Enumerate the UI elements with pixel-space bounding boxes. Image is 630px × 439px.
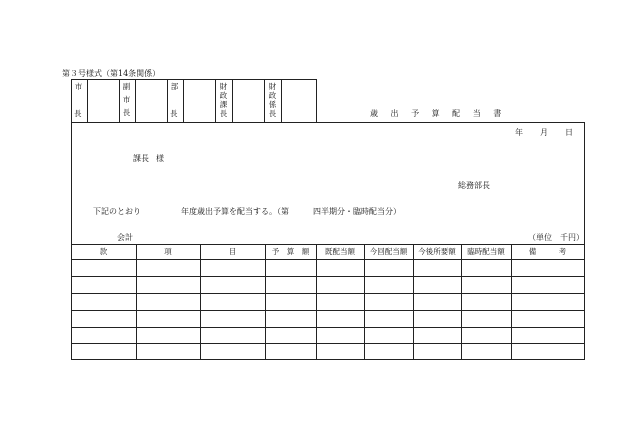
col-header-budget: 予 算 額 (271, 247, 310, 256)
approval-label-vice-mayor: 副 市 長 (122, 82, 131, 117)
date-month: 月 (540, 128, 548, 137)
approval-label-mayor: 市 長 (74, 82, 83, 118)
approval-label-director: 部 長 (170, 82, 179, 118)
col-header-remarks: 備 考 (528, 247, 567, 256)
approval-label-finance-unit-chief: 財 政 係 長 (268, 82, 277, 118)
form-number: 第３号様式（第14条関係） (62, 69, 161, 78)
col-header-kou: 項 (164, 247, 172, 256)
addressee-title: 課長 (133, 154, 149, 163)
date-year: 年 (515, 128, 523, 137)
approval-label-finance-section-chief: 財 政 課 長 (219, 82, 228, 118)
col-header-moku: 目 (228, 247, 237, 256)
col-header-allocated: 既配当額 (325, 247, 355, 256)
document-title: 歳 出 予 算 配 当 書 (370, 109, 502, 118)
col-header-current-allocation: 今回配当額 (369, 247, 408, 256)
body-prefix: 下記のとおり (93, 207, 141, 216)
unit-label: （単位 千円） (528, 233, 584, 242)
col-header-temporary-allocation: 臨時配当額 (467, 247, 505, 256)
col-header-kan: 款 (99, 247, 108, 256)
addressee-honorific: 様 (156, 154, 164, 163)
issuer: 総務部長 (458, 181, 490, 190)
account-label: 会計 (117, 233, 133, 242)
body-suffix: 四半期分・臨時配当分） (313, 207, 401, 216)
body-main: 年度歳出予算を配当する。（第 (181, 207, 289, 216)
col-header-future-requirement: 今後所要額 (418, 247, 456, 256)
date-day: 日 (565, 128, 573, 137)
